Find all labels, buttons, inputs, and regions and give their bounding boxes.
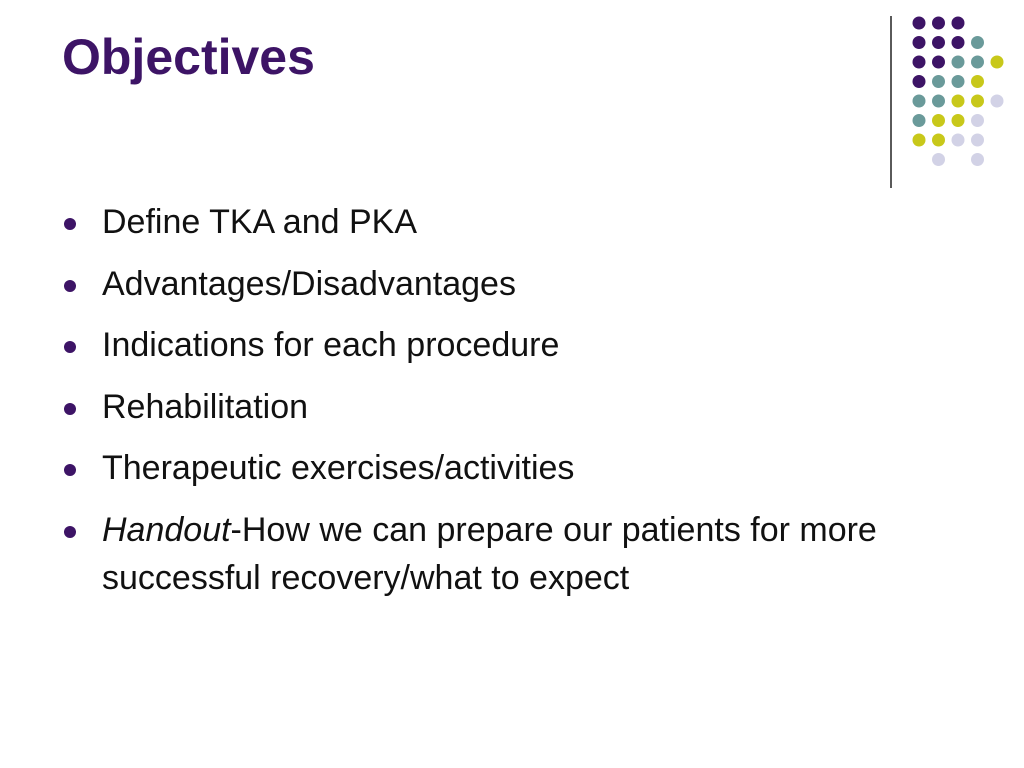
- decoration-dot-yellow: [952, 114, 965, 127]
- decoration-dot-lavender: [971, 114, 984, 127]
- decoration-dot-yellow: [932, 134, 945, 147]
- bullet-list: [64, 198, 984, 615]
- decoration-dot-purple: [913, 56, 926, 69]
- decoration-dot-purple: [932, 36, 945, 49]
- bullet-item: [64, 506, 984, 602]
- decoration-dot-teal: [913, 114, 926, 127]
- bullet-text: -How we can prepare our patients for more successful recovery/what to expect: [102, 510, 877, 597]
- bullet-icon: [64, 403, 76, 415]
- decoration-dot-yellow: [971, 95, 984, 108]
- decoration-dot-yellow: [952, 95, 965, 108]
- bullet-text: Therapeutic exercises/activities: [102, 449, 575, 487]
- decoration-dot-purple: [913, 36, 926, 49]
- decoration-dot-teal: [913, 95, 926, 108]
- decoration-dot-teal: [952, 75, 965, 88]
- bullet-icon: [64, 218, 76, 230]
- decoration-dot-teal: [932, 75, 945, 88]
- decoration-dot-lavender: [971, 134, 984, 147]
- decoration-dot-lavender: [952, 134, 965, 147]
- decoration-dot-yellow: [991, 56, 1004, 69]
- slide-title: Objectives: [62, 29, 315, 85]
- title-divider-line: [890, 16, 892, 188]
- decoration-dot-teal: [932, 95, 945, 108]
- bullet-text: Define TKA and PKA: [102, 203, 418, 241]
- decoration-dot-purple: [913, 17, 926, 30]
- decoration-dot-yellow: [932, 114, 945, 127]
- bullet-text: Advantages/Disadvantages: [102, 264, 516, 303]
- bullet-icon: [64, 280, 76, 292]
- bullet-text: Rehabilitation: [102, 387, 309, 426]
- decoration-dot-lavender: [932, 153, 945, 166]
- bullet-icon: [64, 341, 76, 353]
- handout-label: Handout: [102, 510, 231, 549]
- decoration-dot-teal: [952, 56, 965, 69]
- decoration-dot-yellow: [913, 134, 926, 147]
- decoration-dot-purple: [913, 75, 926, 88]
- bullet-item: [64, 383, 984, 431]
- bullet-text: Indications for each procedure: [102, 326, 560, 364]
- decoration-dot-purple: [932, 56, 945, 69]
- bullet-item: [64, 321, 984, 369]
- decoration-dot-purple: [952, 36, 965, 49]
- bullet-item: [64, 198, 984, 246]
- decoration-dot-purple: [952, 17, 965, 30]
- decoration-dot-teal: [971, 36, 984, 49]
- decoration-dot-teal: [971, 56, 984, 69]
- bullet-item: [64, 444, 984, 492]
- decoration-dot-yellow: [971, 75, 984, 88]
- decoration-dot-lavender: [991, 95, 1004, 108]
- decoration-dot-purple: [932, 17, 945, 30]
- bullet-icon: [64, 526, 76, 538]
- bullet-icon: [64, 464, 76, 476]
- decoration-dot-lavender: [971, 153, 984, 166]
- bullet-item: [64, 260, 984, 308]
